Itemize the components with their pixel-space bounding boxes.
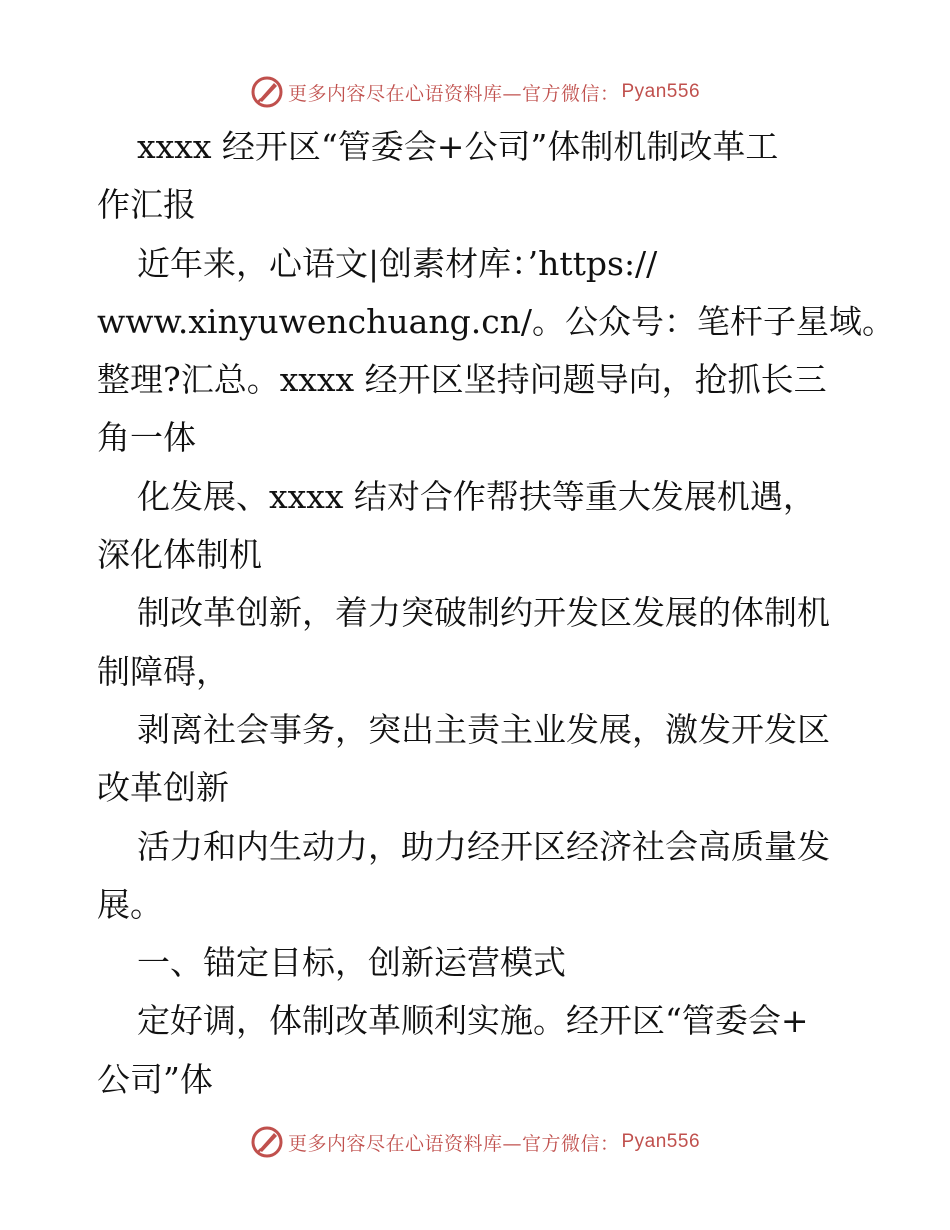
text-line: 活力和内生动力，助力经开区经济社会高质量发 — [137, 826, 830, 866]
text-line: 一、锚定目标，创新运营模式 — [137, 943, 566, 983]
text-line: 角一体 — [97, 418, 196, 458]
text-line: 化发展、xxxx 结对合作帮扶等重大发展机遇， — [137, 476, 816, 516]
text-line: 公司”体 — [97, 1059, 213, 1099]
footer-watermark — [0, 1122, 950, 1162]
text-line: 整理?汇总。xxxx 经开区坚持问题导向，抢抓长三 — [97, 360, 827, 400]
watermark-text: 更多内容尽在心语资料库—官方微信： — [287, 82, 620, 105]
text-line: xxxx 经开区“管委会+公司”体制机制改革工 — [137, 127, 779, 166]
watermark-wechat-id: Pyan556 — [621, 1131, 701, 1152]
text-line: 深化体制机 — [97, 535, 262, 575]
text-line: 作汇报 — [97, 185, 196, 225]
text-line: 改革创新 — [97, 768, 229, 808]
text-line: 定好调，体制改革顺利实施。经开区“管委会+ — [137, 1001, 809, 1041]
text-line: 制改革创新，着力突破制约开发区发展的体制机 — [137, 593, 830, 633]
text-line: 近年来，心语文|创素材库：’https:// — [137, 243, 658, 283]
quill-pen-logo-icon — [250, 75, 284, 109]
text-line: 剥离社会事务，突出主责主业发展，激发开发区 — [137, 709, 830, 749]
quill-pen-logo-icon — [250, 1125, 284, 1159]
watermark-wechat-id: Pyan556 — [621, 81, 701, 102]
header-watermark — [0, 72, 950, 112]
text-line: www.xinyuwenchuang.cn/。公众号：笔杆子星域。 — [97, 301, 896, 341]
document-body — [97, 118, 896, 1109]
watermark-text: 更多内容尽在心语资料库—官方微信： — [287, 1132, 620, 1155]
text-line: 制障碍， — [97, 651, 229, 691]
text-line: 展。 — [97, 884, 163, 924]
